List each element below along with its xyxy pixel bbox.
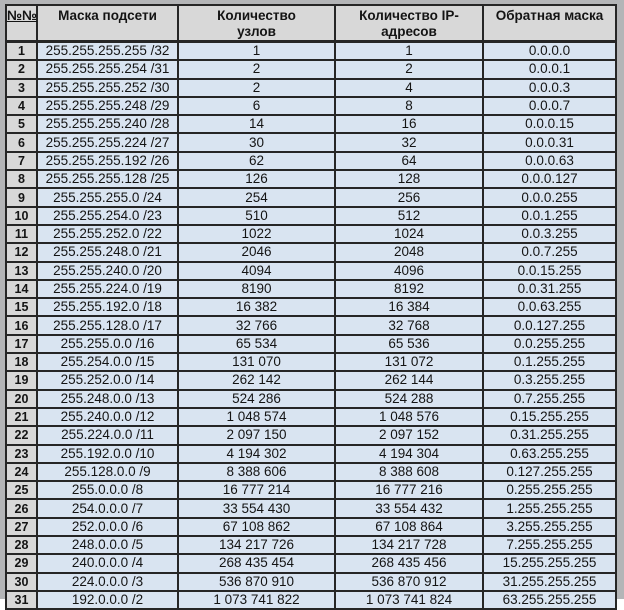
header-row bbox=[7, 6, 617, 43]
row-number-cell: 3 bbox=[7, 80, 38, 98]
host-count-cell: 510 bbox=[179, 208, 336, 226]
ip-count-cell: 1024 bbox=[336, 226, 484, 244]
table-row bbox=[7, 537, 617, 555]
table-row bbox=[7, 244, 617, 262]
wildcard-mask-cell: 3.255.255.255 bbox=[484, 519, 617, 537]
host-count-cell: 32 766 bbox=[179, 317, 336, 335]
row-number-cell: 20 bbox=[7, 391, 38, 409]
host-count-cell: 67 108 862 bbox=[179, 519, 336, 537]
row-number-cell: 30 bbox=[7, 574, 38, 592]
ip-count-cell: 32 bbox=[336, 134, 484, 152]
wildcard-mask-cell: 0.1.255.255 bbox=[484, 354, 617, 372]
subnet-mask-cell: 255.255.240.0 /20 bbox=[38, 263, 179, 281]
row-number-cell: 1 bbox=[7, 43, 38, 61]
wildcard-mask-cell: 0.0.0.31 bbox=[484, 134, 617, 152]
wildcard-mask-cell: 0.0.0.15 bbox=[484, 116, 617, 134]
host-count-cell: 536 870 910 bbox=[179, 574, 336, 592]
header-label-line1: №№ bbox=[7, 8, 38, 23]
table-row bbox=[7, 80, 617, 98]
host-count-cell: 131 070 bbox=[179, 354, 336, 372]
table-row bbox=[7, 372, 617, 390]
host-count-cell: 6 bbox=[179, 98, 336, 116]
wildcard-mask-cell: 0.0.0.255 bbox=[484, 189, 617, 207]
ip-count-cell: 2 097 152 bbox=[336, 427, 484, 445]
table-row bbox=[7, 116, 617, 134]
table-row bbox=[7, 98, 617, 116]
host-count-cell: 30 bbox=[179, 134, 336, 152]
subnet-mask-cell: 255.224.0.0 /11 bbox=[38, 427, 179, 445]
wildcard-mask-cell: 0.0.1.255 bbox=[484, 208, 617, 226]
table-body bbox=[7, 43, 617, 610]
header-label-line1: Маска подсети bbox=[58, 8, 157, 23]
subnet-mask-cell: 255.255.248.0 /21 bbox=[38, 244, 179, 262]
wildcard-mask-cell: 0.127.255.255 bbox=[484, 464, 617, 482]
subnet-mask-cell: 255.255.255.252 /30 bbox=[38, 80, 179, 98]
ip-count-cell: 64 bbox=[336, 153, 484, 171]
wildcard-mask-cell: 0.0.0.1 bbox=[484, 61, 617, 79]
row-number-cell: 23 bbox=[7, 446, 38, 464]
host-count-cell: 8190 bbox=[179, 281, 336, 299]
row-number-cell: 16 bbox=[7, 317, 38, 335]
table-row bbox=[7, 189, 617, 207]
table-row bbox=[7, 134, 617, 152]
header-label-line1: Обратная маска bbox=[495, 8, 604, 23]
table-row bbox=[7, 226, 617, 244]
subnet-mask-cell: 255.192.0.0 /10 bbox=[38, 446, 179, 464]
host-count-cell: 14 bbox=[179, 116, 336, 134]
row-number-cell: 10 bbox=[7, 208, 38, 226]
wildcard-mask-cell: 0.15.255.255 bbox=[484, 409, 617, 427]
wildcard-mask-cell: 0.255.255.255 bbox=[484, 482, 617, 500]
subnet-mask-cell: 255.255.255.224 /27 bbox=[38, 134, 179, 152]
ip-count-cell: 131 072 bbox=[336, 354, 484, 372]
wildcard-mask-cell: 0.0.0.127 bbox=[484, 171, 617, 189]
row-number-cell: 26 bbox=[7, 500, 38, 518]
subnet-mask-cell: 252.0.0.0 /6 bbox=[38, 519, 179, 537]
host-count-cell: 254 bbox=[179, 189, 336, 207]
wildcard-mask-cell: 63.255.255.255 bbox=[484, 592, 617, 610]
row-number-cell: 6 bbox=[7, 134, 38, 152]
row-number-cell: 8 bbox=[7, 171, 38, 189]
ip-count-cell: 1 048 576 bbox=[336, 409, 484, 427]
row-number-cell: 27 bbox=[7, 519, 38, 537]
subnet-mask-cell: 255.255.255.0 /24 bbox=[38, 189, 179, 207]
subnet-mask-cell: 255.255.128.0 /17 bbox=[38, 317, 179, 335]
table-row bbox=[7, 574, 617, 592]
row-number-cell: 12 bbox=[7, 244, 38, 262]
table-row bbox=[7, 43, 617, 61]
subnet-mask-cell: 248.0.0.0 /5 bbox=[38, 537, 179, 555]
table-row bbox=[7, 171, 617, 189]
table-row bbox=[7, 555, 617, 573]
table-row bbox=[7, 482, 617, 500]
table-row bbox=[7, 263, 617, 281]
ip-count-cell: 2 bbox=[336, 61, 484, 79]
table-row bbox=[7, 153, 617, 171]
ip-count-cell: 16 777 216 bbox=[336, 482, 484, 500]
subnet-mask-cell: 255.255.255.192 /26 bbox=[38, 153, 179, 171]
header-cell-ip-count bbox=[336, 6, 484, 43]
row-number-cell: 2 bbox=[7, 61, 38, 79]
row-number-cell: 17 bbox=[7, 336, 38, 354]
subnet-mask-cell: 224.0.0.0 /3 bbox=[38, 574, 179, 592]
subnet-mask-cell: 255.254.0.0 /15 bbox=[38, 354, 179, 372]
ip-count-cell: 134 217 728 bbox=[336, 537, 484, 555]
wildcard-mask-cell: 1.255.255.255 bbox=[484, 500, 617, 518]
wildcard-mask-cell: 0.31.255.255 bbox=[484, 427, 617, 445]
row-number-cell: 7 bbox=[7, 153, 38, 171]
host-count-cell: 1 048 574 bbox=[179, 409, 336, 427]
ip-count-cell: 524 288 bbox=[336, 391, 484, 409]
ip-count-cell: 16 384 bbox=[336, 299, 484, 317]
wildcard-mask-cell: 0.0.0.3 bbox=[484, 80, 617, 98]
ip-count-cell: 262 144 bbox=[336, 372, 484, 390]
header-label-line2: узлов bbox=[237, 24, 276, 39]
host-count-cell: 268 435 454 bbox=[179, 555, 336, 573]
host-count-cell: 1 bbox=[179, 43, 336, 61]
table-row bbox=[7, 208, 617, 226]
subnet-mask-cell: 255.255.255.255 /32 bbox=[38, 43, 179, 61]
wildcard-mask-cell: 0.0.63.255 bbox=[484, 299, 617, 317]
table-row bbox=[7, 500, 617, 518]
subnet-mask-cell: 255.255.255.248 /29 bbox=[38, 98, 179, 116]
subnet-mask-cell: 255.255.255.254 /31 bbox=[38, 61, 179, 79]
subnet-mask-cell: 240.0.0.0 /4 bbox=[38, 555, 179, 573]
host-count-cell: 8 388 606 bbox=[179, 464, 336, 482]
subnet-mask-cell: 255.248.0.0 /13 bbox=[38, 391, 179, 409]
host-count-cell: 2 bbox=[179, 80, 336, 98]
subnet-mask-cell: 255.128.0.0 /9 bbox=[38, 464, 179, 482]
subnet-mask-table bbox=[5, 4, 617, 610]
wildcard-mask-cell: 0.0.3.255 bbox=[484, 226, 617, 244]
ip-count-cell: 268 435 456 bbox=[336, 555, 484, 573]
subnet-mask-cell: 254.0.0.0 /7 bbox=[38, 500, 179, 518]
table-row bbox=[7, 336, 617, 354]
header-label-line1: Количество bbox=[217, 8, 296, 23]
row-number-cell: 13 bbox=[7, 263, 38, 281]
subnet-mask-cell: 255.255.255.240 /28 bbox=[38, 116, 179, 134]
ip-count-cell: 4 bbox=[336, 80, 484, 98]
host-count-cell: 62 bbox=[179, 153, 336, 171]
table-row bbox=[7, 409, 617, 427]
wildcard-mask-cell: 0.0.0.63 bbox=[484, 153, 617, 171]
header-cell-wildcard-mask bbox=[484, 6, 617, 43]
wildcard-mask-cell: 0.7.255.255 bbox=[484, 391, 617, 409]
host-count-cell: 16 382 bbox=[179, 299, 336, 317]
header-label-line1: Количество IP- bbox=[359, 8, 459, 23]
subnet-mask-cell: 255.255.224.0 /19 bbox=[38, 281, 179, 299]
wildcard-mask-cell: 0.3.255.255 bbox=[484, 372, 617, 390]
ip-count-cell: 256 bbox=[336, 189, 484, 207]
ip-count-cell: 512 bbox=[336, 208, 484, 226]
wildcard-mask-cell: 0.0.0.7 bbox=[484, 98, 617, 116]
table-row bbox=[7, 464, 617, 482]
ip-count-cell: 8 bbox=[336, 98, 484, 116]
table-row bbox=[7, 317, 617, 335]
host-count-cell: 126 bbox=[179, 171, 336, 189]
wildcard-mask-cell: 0.0.7.255 bbox=[484, 244, 617, 262]
host-count-cell: 2 097 150 bbox=[179, 427, 336, 445]
row-number-cell: 21 bbox=[7, 409, 38, 427]
row-number-cell: 22 bbox=[7, 427, 38, 445]
ip-count-cell: 4096 bbox=[336, 263, 484, 281]
host-count-cell: 2 bbox=[179, 61, 336, 79]
table-row bbox=[7, 519, 617, 537]
ip-count-cell: 1 073 741 824 bbox=[336, 592, 484, 610]
ip-count-cell: 2048 bbox=[336, 244, 484, 262]
header-cell-host-count bbox=[179, 6, 336, 43]
table-row bbox=[7, 354, 617, 372]
header-cell-row-number bbox=[7, 6, 38, 43]
wildcard-mask-cell: 0.0.127.255 bbox=[484, 317, 617, 335]
table-row bbox=[7, 592, 617, 610]
row-number-cell: 18 bbox=[7, 354, 38, 372]
ip-count-cell: 67 108 864 bbox=[336, 519, 484, 537]
host-count-cell: 1 073 741 822 bbox=[179, 592, 336, 610]
row-number-cell: 11 bbox=[7, 226, 38, 244]
ip-count-cell: 65 536 bbox=[336, 336, 484, 354]
host-count-cell: 65 534 bbox=[179, 336, 336, 354]
wildcard-mask-cell: 7.255.255.255 bbox=[484, 537, 617, 555]
ip-count-cell: 128 bbox=[336, 171, 484, 189]
row-number-cell: 15 bbox=[7, 299, 38, 317]
table-row bbox=[7, 446, 617, 464]
ip-count-cell: 4 194 304 bbox=[336, 446, 484, 464]
row-number-cell: 24 bbox=[7, 464, 38, 482]
wildcard-mask-cell: 31.255.255.255 bbox=[484, 574, 617, 592]
table-row bbox=[7, 427, 617, 445]
subnet-mask-cell: 255.255.192.0 /18 bbox=[38, 299, 179, 317]
row-number-cell: 14 bbox=[7, 281, 38, 299]
host-count-cell: 524 286 bbox=[179, 391, 336, 409]
row-number-cell: 9 bbox=[7, 189, 38, 207]
wildcard-mask-cell: 0.63.255.255 bbox=[484, 446, 617, 464]
wildcard-mask-cell: 15.255.255.255 bbox=[484, 555, 617, 573]
ip-count-cell: 32 768 bbox=[336, 317, 484, 335]
table-row bbox=[7, 299, 617, 317]
ip-count-cell: 8192 bbox=[336, 281, 484, 299]
header-cell-subnet-mask bbox=[38, 6, 179, 43]
subnet-mask-cell: 255.255.252.0 /22 bbox=[38, 226, 179, 244]
wildcard-mask-cell: 0.0.255.255 bbox=[484, 336, 617, 354]
host-count-cell: 33 554 430 bbox=[179, 500, 336, 518]
table-row bbox=[7, 281, 617, 299]
row-number-cell: 19 bbox=[7, 372, 38, 390]
subnet-mask-cell: 255.255.255.128 /25 bbox=[38, 171, 179, 189]
row-number-cell: 4 bbox=[7, 98, 38, 116]
wildcard-mask-cell: 0.0.0.0 bbox=[484, 43, 617, 61]
ip-count-cell: 33 554 432 bbox=[336, 500, 484, 518]
host-count-cell: 2046 bbox=[179, 244, 336, 262]
host-count-cell: 4094 bbox=[179, 263, 336, 281]
row-number-cell: 25 bbox=[7, 482, 38, 500]
ip-count-cell: 1 bbox=[336, 43, 484, 61]
row-number-cell: 31 bbox=[7, 592, 38, 610]
header-label-line2: адресов bbox=[381, 24, 437, 39]
subnet-mask-cell: 255.0.0.0 /8 bbox=[38, 482, 179, 500]
table-row bbox=[7, 391, 617, 409]
subnet-mask-cell: 192.0.0.0 /2 bbox=[38, 592, 179, 610]
subnet-mask-cell: 255.255.0.0 /16 bbox=[38, 336, 179, 354]
host-count-cell: 1022 bbox=[179, 226, 336, 244]
subnet-mask-cell: 255.240.0.0 /12 bbox=[38, 409, 179, 427]
subnet-mask-cell: 255.252.0.0 /14 bbox=[38, 372, 179, 390]
table-header bbox=[7, 6, 617, 43]
ip-count-cell: 16 bbox=[336, 116, 484, 134]
host-count-cell: 16 777 214 bbox=[179, 482, 336, 500]
table-row bbox=[7, 61, 617, 79]
subnet-mask-cell: 255.255.254.0 /23 bbox=[38, 208, 179, 226]
wildcard-mask-cell: 0.0.15.255 bbox=[484, 263, 617, 281]
ip-count-cell: 8 388 608 bbox=[336, 464, 484, 482]
row-number-cell: 5 bbox=[7, 116, 38, 134]
host-count-cell: 4 194 302 bbox=[179, 446, 336, 464]
row-number-cell: 28 bbox=[7, 537, 38, 555]
host-count-cell: 134 217 726 bbox=[179, 537, 336, 555]
host-count-cell: 262 142 bbox=[179, 372, 336, 390]
wildcard-mask-cell: 0.0.31.255 bbox=[484, 281, 617, 299]
ip-count-cell: 536 870 912 bbox=[336, 574, 484, 592]
row-number-cell: 29 bbox=[7, 555, 38, 573]
